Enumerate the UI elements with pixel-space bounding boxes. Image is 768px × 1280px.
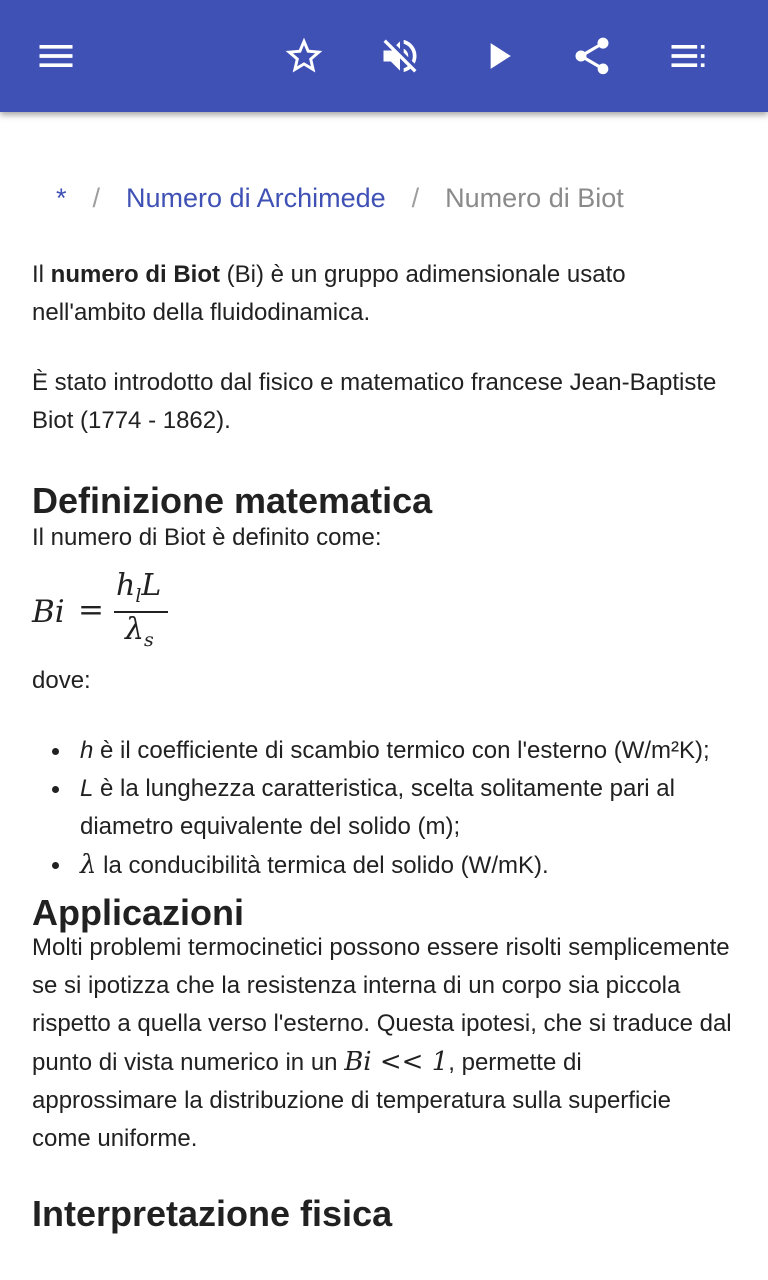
- article-content: [32, 256, 732, 1236]
- mute-button[interactable]: [368, 24, 432, 88]
- breadcrumb-separator: /: [411, 183, 420, 213]
- intro-paragraph: [32, 256, 732, 332]
- menu-button[interactable]: [24, 24, 88, 88]
- applications-paragraph: Molti problemi termocinetici possono essere risolti semplicemente se si ipotizza che la resistenza interna di un corpo sia piccola rispetto a quella verso l'esterno. Questa ipotesi, che si traduce dal punto di vista numerico in un Bi << 1, permette di approssimare la distribuzione di temperatura sulla superficie come uniforme.: [32, 934, 732, 1152]
- share-icon: [570, 34, 614, 78]
- play-icon: [476, 34, 520, 78]
- formula-denominator: $\lambda_s$: [125, 612, 154, 651]
- playlist-icon: [666, 34, 710, 78]
- menu-icon: [34, 34, 78, 78]
- formula-numerator: $h_lL$: [116, 568, 162, 607]
- contents-button[interactable]: [656, 24, 720, 88]
- volume-off-icon: [378, 34, 422, 78]
- applications-heading: Applicazioni: [32, 892, 245, 933]
- formula-equals: =: [78, 592, 104, 628]
- star-outline-icon: [282, 34, 326, 78]
- app-bar: [0, 0, 768, 112]
- intro-text: (Bi) è un gruppo adimensionale usato nell'ambito della fluidodinamica.: [32, 261, 626, 326]
- intro-text: Il: [32, 261, 51, 288]
- definition-heading: Definizione matematica: [32, 480, 433, 521]
- list-item: h è il coefficiente di scambio termico con l'esterno (W/m²K);: [80, 732, 732, 770]
- breadcrumb-current: Numero di Biot: [445, 183, 624, 213]
- breadcrumb-root-link[interactable]: *: [56, 183, 67, 213]
- variable-list: [32, 732, 732, 885]
- biot-formula: [32, 567, 732, 662]
- play-button[interactable]: [466, 24, 530, 88]
- physical-interpretation-heading: Interpretazione fisica: [32, 1193, 393, 1234]
- breadcrumb: [56, 178, 624, 218]
- history-paragraph: È stato introdotto dal fisico e matematico francese Jean-Baptiste Biot (1774 - 1862).: [32, 369, 717, 434]
- definition-lead: Il numero di Biot è definito come:: [32, 524, 382, 551]
- where-label: dove:: [32, 667, 91, 694]
- bookmark-button[interactable]: [272, 24, 336, 88]
- breadcrumb-separator: /: [92, 183, 101, 213]
- share-button[interactable]: [560, 24, 624, 88]
- list-item: λ la conducibilità termica del solido (W/mK).: [80, 846, 732, 885]
- list-item: L è la lunghezza caratteristica, scelta solitamente pari al diametro equivalente del solido (m);: [80, 770, 732, 846]
- breadcrumb-parent-link[interactable]: Numero di Archimede: [126, 183, 386, 213]
- formula-lhs: Bi: [32, 594, 65, 630]
- intro-bold-term: numero di Biot: [50, 261, 220, 288]
